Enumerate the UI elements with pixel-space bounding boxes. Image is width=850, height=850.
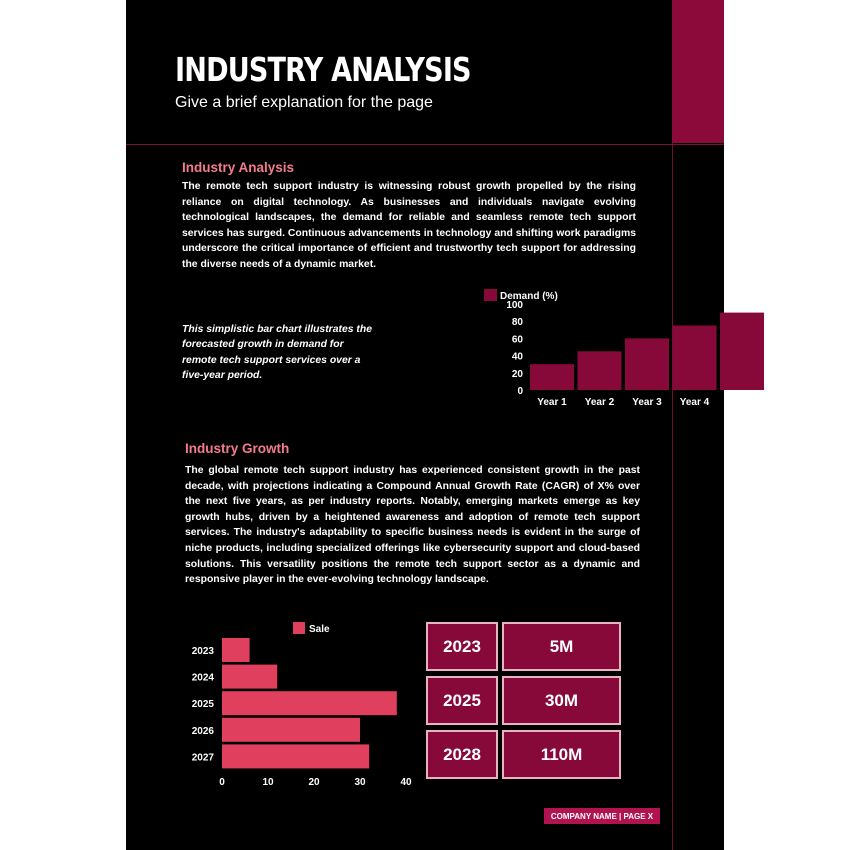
industry-analysis-paragraph: The remote tech support industry is witnessing robust growth propelled by the rising reliance on digital technology. As businesses and individuals navigate evolving technological landscapes, the demand for reliable and seamless remote tech support services has surged. Continuous advancements in technology and shifting work paradigms underscore the critical importance of efficient and trustworthy tech support for addressing the diverse needs of a dynamic market. [182, 181, 636, 270]
stat-value-5m: 5M [502, 622, 621, 671]
x-tick-label: 0 [219, 777, 225, 788]
y-category-label: 2023 [191, 646, 214, 657]
sale-legend-label: Sale [309, 624, 330, 635]
stat-year-2023: 2023 [426, 622, 498, 671]
y-tick-label: 80 [511, 317, 523, 329]
sale-bar-chart [176, 615, 426, 795]
demand-legend-label: Demand (%) [500, 291, 558, 302]
stat-year-2025: 2025 [426, 676, 498, 725]
industry-growth-heading: Industry Growth [185, 441, 290, 456]
x-category-label: Year 3 [632, 397, 662, 408]
sale-bar [222, 718, 360, 742]
y-tick-label: 0 [517, 386, 523, 397]
y-category-label: 2027 [191, 752, 214, 764]
x-tick-label: 30 [354, 777, 366, 788]
report-page [126, 0, 757, 850]
industry-growth-paragraph: The global remote tech support industry has experienced consistent growth in the past decade, with projections indicating a Compound Annual Growth Rate (CAGR) of X% over the next five years, as per industry reports. Notably, emerging markets emerge as key growth hubs, driven by a heightened awareness and adoption of remote tech support services. The industry's adaptability to specific business needs is evident in the surge of niche products, including specialized offerings like cybersecurity support and cloud-based solutions. This versatility positions the remote tech support sector as a dynamic and responsive player in the ever-evolving technology landscape. [185, 465, 640, 586]
sale-legend-swatch [293, 622, 305, 634]
x-category-label: Year 5 [727, 397, 757, 408]
y-tick-label: 20 [511, 368, 523, 380]
demand-bar [673, 326, 717, 391]
stat-value-110m: 110M [502, 730, 621, 779]
industry-analysis-heading: Industry Analysis [182, 160, 295, 175]
accent-sidebar-block [672, 0, 724, 143]
x-category-label: Year 4 [679, 397, 710, 408]
sale-bar [222, 665, 277, 689]
demand-bar [578, 351, 622, 390]
y-tick-label: 60 [511, 334, 523, 346]
x-category-label: Year 2 [584, 397, 615, 408]
footer-page-label: COMPANY NAME | PAGE X [544, 808, 660, 824]
y-tick-label: 100 [506, 300, 523, 311]
chart-caption: This simplistic bar chart illustrates the forecasted growth in demand for remote tech support services over a five-year period. [182, 324, 372, 382]
stat-value-30m: 30M [502, 676, 621, 725]
stat-year-2028: 2028 [426, 730, 498, 779]
demand-bar [625, 338, 669, 390]
header-divider [126, 144, 724, 145]
x-category-label: Year 1 [537, 397, 567, 408]
y-tick-label: 40 [511, 351, 523, 363]
sale-bar [222, 691, 397, 715]
sale-bar [222, 744, 369, 768]
demand-bar-chart [366, 280, 757, 415]
y-category-label: 2025 [191, 699, 214, 711]
x-tick-label: 40 [400, 777, 412, 788]
sale-bar [222, 638, 250, 662]
y-category-label: 2024 [191, 672, 214, 684]
demand-bar [720, 313, 764, 390]
page-subtitle: Give a brief explanation for the page [175, 94, 433, 111]
x-tick-label: 10 [262, 777, 274, 788]
sidebar-divider [672, 143, 673, 850]
demand-bar [530, 364, 574, 390]
page-title: INDUSTRY ANALYSIS [175, 50, 471, 89]
x-tick-label: 20 [308, 777, 320, 788]
y-category-label: 2026 [191, 725, 214, 737]
demand-legend-swatch [484, 289, 497, 301]
